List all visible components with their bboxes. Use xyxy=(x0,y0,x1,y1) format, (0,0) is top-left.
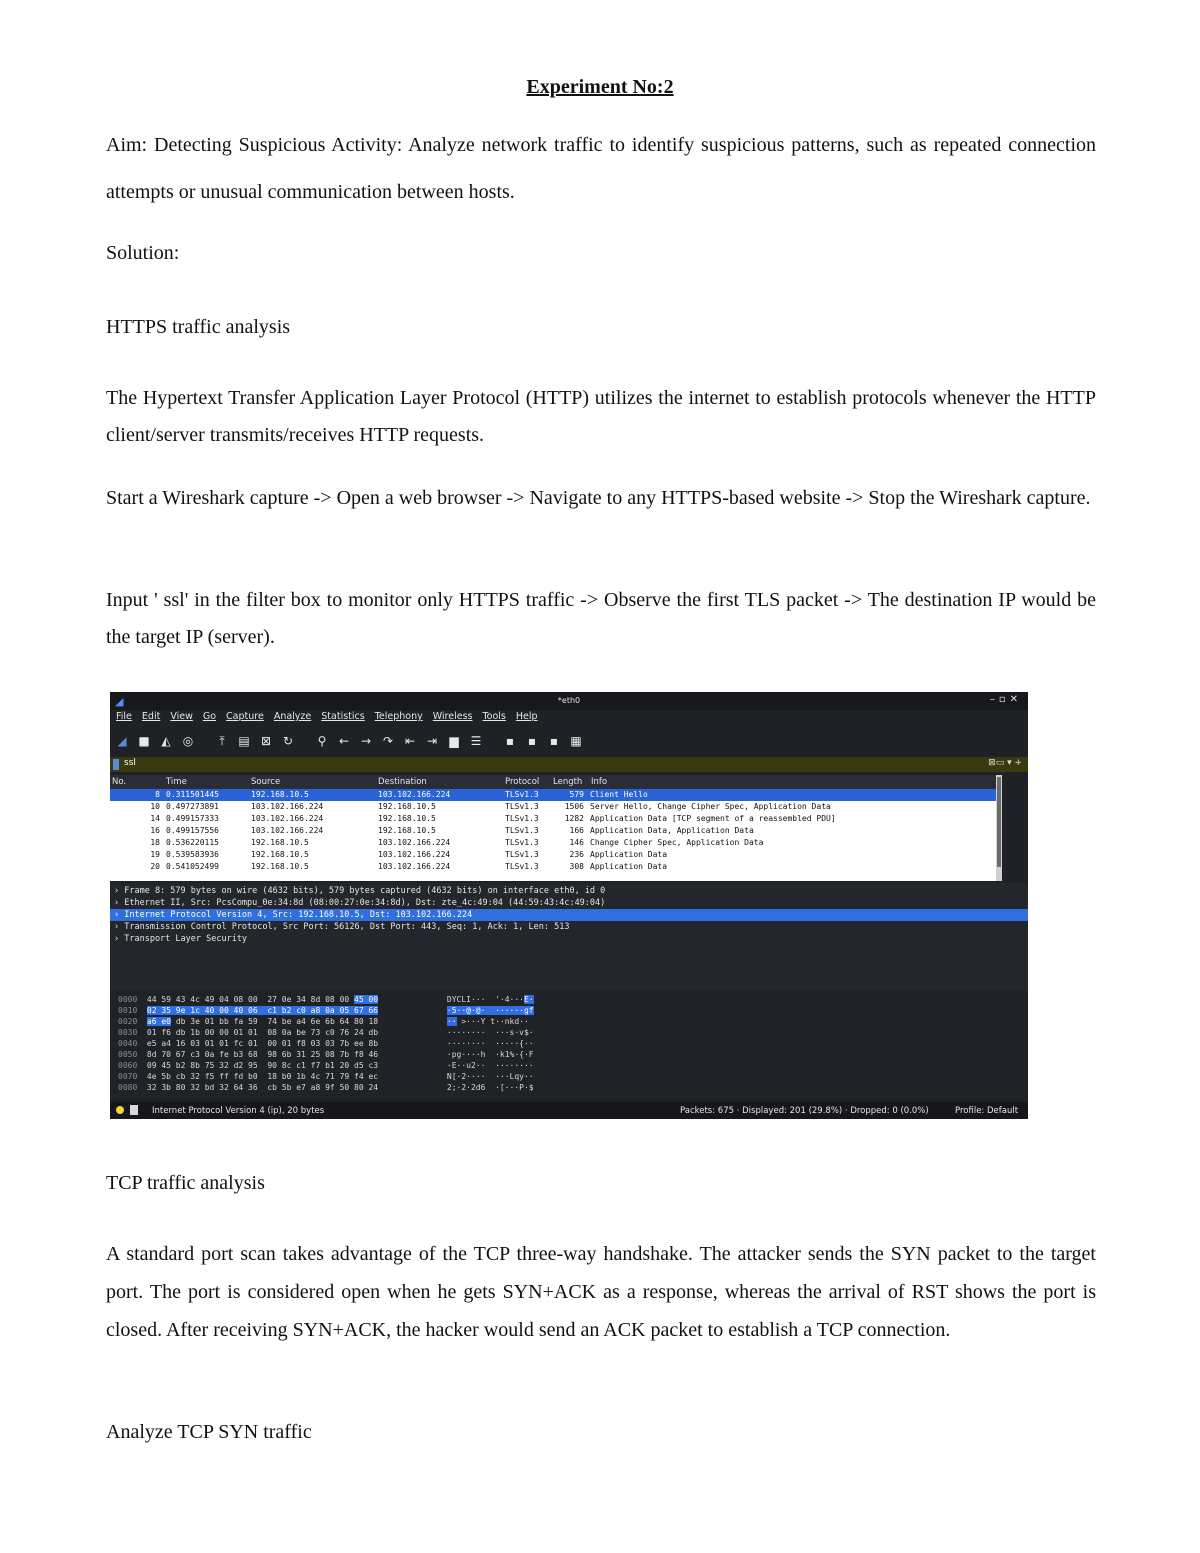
packet-row[interactable] xyxy=(110,837,996,849)
colorize-icon[interactable]: ☰ xyxy=(470,734,482,748)
hex-bytes: e5 a4 16 03 01 01 fc 01 00 01 f8 03 03 7b ee 8b xyxy=(146,1039,379,1048)
hex-offset: 0050 xyxy=(118,1050,138,1059)
hex-row[interactable] xyxy=(118,1060,534,1071)
menu-go[interactable]: Go xyxy=(202,711,217,722)
go-to-packet-icon[interactable]: ↷ xyxy=(382,734,394,748)
packet-destination: 192.168.10.5 xyxy=(378,814,436,823)
wireshark-logo-icon: ◢ xyxy=(115,695,124,708)
hex-bytes: 4e 5b cb 32 f5 ff fd b0 18 b0 1b 4c 71 79 f4 ec xyxy=(146,1072,379,1081)
save-file-icon[interactable]: ▤ xyxy=(238,734,250,748)
normal-size-icon[interactable]: ▪ xyxy=(549,734,559,748)
window-titlebar xyxy=(110,692,1028,710)
packet-length: 1506 xyxy=(564,802,584,811)
packet-protocol: TLSv1.3 xyxy=(505,826,539,835)
packet-no: 8 xyxy=(155,790,160,799)
packet-destination: 103.102.166.224 xyxy=(378,862,451,871)
packet-row[interactable] xyxy=(110,861,996,873)
main-toolbar xyxy=(114,731,584,751)
hex-row[interactable] xyxy=(118,1038,534,1049)
col-destination[interactable]: Destination xyxy=(378,777,427,787)
packet-row[interactable] xyxy=(110,789,996,801)
packet-no: 20 xyxy=(150,862,160,871)
aim-paragraph: Aim: Detecting Suspicious Activity: Analyze network traffic to identify suspicious patterns, such as repeated connection attempts or unusual communication between hosts. xyxy=(106,134,1096,203)
packet-time: 0.311501445 xyxy=(166,790,219,799)
zoom-in-icon[interactable]: ▪ xyxy=(505,734,515,748)
hex-ascii: ········ ···s·v$· xyxy=(446,1028,534,1037)
hex-offset: 0060 xyxy=(118,1061,138,1070)
hex-offset: 0080 xyxy=(118,1083,138,1092)
hex-offset: 0010 xyxy=(118,1006,138,1015)
col-time[interactable]: Time xyxy=(166,777,187,787)
hex-bytes-highlight: 45 00 xyxy=(354,995,379,1004)
hex-bytes: 09 45 b2 8b 75 32 d2 95 90 8c c1 f7 b1 20 d5 c3 xyxy=(146,1061,379,1070)
stop-capture-icon[interactable]: ■ xyxy=(138,734,150,748)
packet-destination: 103.102.166.224 xyxy=(378,838,451,847)
packet-length: 308 xyxy=(569,862,584,871)
hex-row[interactable] xyxy=(118,994,534,1005)
hex-row[interactable] xyxy=(118,1005,534,1016)
packet-time: 0.499157556 xyxy=(166,826,219,835)
hex-ascii-highlight: E· xyxy=(523,995,534,1004)
menu-capture[interactable]: Capture xyxy=(226,711,264,722)
hex-offset: 0000 xyxy=(118,995,138,1004)
hex-row[interactable] xyxy=(118,1082,534,1093)
menu-telephony[interactable]: Telephony xyxy=(374,711,423,722)
packet-row[interactable] xyxy=(110,801,996,813)
display-filter-input[interactable]: ssl xyxy=(124,758,136,768)
detail-frame[interactable]: › Frame 8: 579 bytes on wire (4632 bits), 579 bytes captured (4632 bits) on interface eth0, id 0 xyxy=(114,886,606,896)
resize-columns-icon[interactable]: ▦ xyxy=(570,734,582,748)
packet-info: Client Hello xyxy=(590,790,648,799)
packet-destination: 103.102.166.224 xyxy=(378,850,451,859)
bookmark-icon[interactable] xyxy=(113,759,119,770)
packet-details xyxy=(110,883,1028,991)
packet-time: 0.539583936 xyxy=(166,850,219,859)
menu-analyze[interactable]: Analyze xyxy=(273,711,312,722)
packet-info: Application Data [TCP segment of a reassembled PDU] xyxy=(590,814,836,823)
hex-offset: 0030 xyxy=(118,1028,138,1037)
packet-protocol: TLSv1.3 xyxy=(505,802,539,811)
hex-ascii-highlight: ·· xyxy=(446,1017,457,1026)
packet-no: 18 xyxy=(150,838,160,847)
solution-label: Solution: xyxy=(106,242,180,264)
packet-source: 103.102.166.224 xyxy=(251,802,324,811)
packet-protocol: TLSv1.3 xyxy=(505,814,539,823)
hex-offset: 0020 xyxy=(118,1017,138,1026)
hex-ascii-highlight: ·5··@·@· ······gf xyxy=(446,1006,534,1015)
menu-view[interactable]: View xyxy=(170,711,193,722)
packet-time: 0.497273891 xyxy=(166,802,219,811)
col-source[interactable]: Source xyxy=(251,777,281,787)
col-no[interactable]: No. xyxy=(112,777,127,787)
packet-protocol: TLSv1.3 xyxy=(505,838,539,847)
hex-ascii: 2;·2·2d6 ·[···P·$ xyxy=(446,1083,534,1092)
packet-length: 236 xyxy=(569,850,584,859)
packet-time: 0.541052499 xyxy=(166,862,219,871)
packet-destination: 192.168.10.5 xyxy=(378,802,436,811)
menu-bar xyxy=(116,711,538,727)
http-paragraph: The Hypertext Transfer Application Layer Protocol (HTTP) utilizes the internet to establish protocols whenever the HTTP client/server transmits/receives HTTP requests. xyxy=(106,387,1096,446)
packet-destination: 192.168.10.5 xyxy=(378,826,436,835)
packet-protocol: TLSv1.3 xyxy=(505,850,539,859)
packet-destination: 103.102.166.224 xyxy=(378,790,451,799)
packet-no: 16 xyxy=(150,826,160,835)
hex-row[interactable] xyxy=(118,1049,534,1060)
hex-ascii: ········ ·····{·· xyxy=(446,1039,534,1048)
hex-ascii: >···Y t··nkd·· xyxy=(456,1017,529,1026)
syn-heading: Analyze TCP SYN traffic xyxy=(106,1421,312,1443)
hex-ascii: N[·2···· ···Lqy·· xyxy=(446,1072,534,1081)
https-heading: HTTPS traffic analysis xyxy=(106,316,291,338)
restart-capture-icon[interactable]: ◭ xyxy=(161,734,171,748)
menu-tools[interactable]: Tools xyxy=(482,711,506,722)
packet-list-scrollbar[interactable] xyxy=(996,775,1002,881)
hex-bytes-highlight: 02 35 9e 1c 40 00 40 06 c1 b2 c0 a8 0a 05 67 66 xyxy=(146,1006,379,1015)
status-packets: Packets: 675 · Displayed: 201 (29.8%) · Dropped: 0 (0.0%) xyxy=(680,1106,929,1116)
display-filter-bar[interactable] xyxy=(110,757,1028,772)
start-capture-icon[interactable]: ◢ xyxy=(117,734,127,748)
hex-row[interactable] xyxy=(118,1071,534,1082)
last-packet-icon[interactable]: ⇥ xyxy=(426,734,438,748)
hex-bytes: 32 3b 80 32 bd 32 64 36 cb 5b e7 a8 9f 50 80 24 xyxy=(146,1083,379,1092)
packet-source: 103.102.166.224 xyxy=(251,814,324,823)
packet-source: 192.168.10.5 xyxy=(251,862,309,871)
tcp-heading: TCP traffic analysis xyxy=(106,1172,265,1194)
packet-length: 1282 xyxy=(564,814,584,823)
menu-edit[interactable]: Edit xyxy=(141,711,161,722)
hex-row[interactable] xyxy=(118,1016,529,1027)
packet-info: Application Data xyxy=(590,862,668,871)
packet-info: Application Data xyxy=(590,850,668,859)
packet-length: 146 xyxy=(569,838,584,847)
packet-time: 0.536220115 xyxy=(166,838,219,847)
hex-row[interactable] xyxy=(118,1027,534,1038)
go-back-icon[interactable]: ← xyxy=(338,734,350,748)
open-file-icon[interactable]: ⤒ xyxy=(219,734,225,748)
menu-help[interactable]: Help xyxy=(515,711,538,722)
close-file-icon[interactable]: ⊠ xyxy=(260,734,272,748)
hex-offset: 0070 xyxy=(118,1072,138,1081)
steps-paragraph: Start a Wireshark capture -> Open a web browser -> Navigate to any HTTPS-based website -> Stop the Wireshark capture. xyxy=(106,487,1091,509)
hex-bytes: db 3e 01 bb fa 59 74 be a4 6e 6b 64 80 18 xyxy=(171,1017,379,1026)
capture-options-icon[interactable]: ◎ xyxy=(182,734,194,748)
menu-statistics[interactable]: Statistics xyxy=(321,711,365,722)
status-bar xyxy=(110,1102,1028,1119)
packet-list-header xyxy=(110,775,996,789)
detail-tls[interactable]: › Transport Layer Security xyxy=(114,934,248,944)
packet-length: 166 xyxy=(569,826,584,835)
hex-ascii: ·E··u2·· ········ xyxy=(446,1061,534,1070)
filter-paragraph: Input ' ssl' in the filter box to monitor only HTTPS traffic -> Observe the first TLS packet -> The destination IP would be the target IP (server). xyxy=(106,589,1096,648)
window-title: *eth0 xyxy=(557,696,581,705)
filter-apply-icon[interactable]: ⊠▭ ▾ + xyxy=(988,758,1022,768)
menu-wireless[interactable]: Wireless xyxy=(432,711,473,722)
go-forward-icon[interactable]: → xyxy=(360,734,372,748)
packet-source: 192.168.10.5 xyxy=(251,850,309,859)
packet-no: 10 xyxy=(150,802,160,811)
detail-tcp[interactable]: › Transmission Control Protocol, Src Port: 56126, Dst Port: 443, Seq: 1, Ack: 1, Len: 513 xyxy=(114,922,570,932)
status-profile[interactable]: Profile: Default xyxy=(955,1106,1019,1116)
detail-ethernet[interactable]: › Ethernet II, Src: PcsCompu_0e:34:8d (08:00:27:0e:34:8d), Dst: zte_4c:49:04 (44:59:43:4c:49:04) xyxy=(114,898,606,908)
packet-row[interactable] xyxy=(110,849,996,861)
packet-source: 192.168.10.5 xyxy=(251,790,309,799)
packet-source: 192.168.10.5 xyxy=(251,838,309,847)
packet-info: Server Hello, Change Cipher Spec, Application Data xyxy=(590,802,831,811)
packet-protocol: TLSv1.3 xyxy=(505,790,539,799)
tcp-paragraph: A standard port scan takes advantage of the TCP three-way handshake. The attacker sends the SYN packet to the target port. The port is considered open when he gets SYN+ACK as a response, whereas the arrival of RST shows the port is closed. After receiving SYN+ACK, the hacker would send an ACK packet to establish a TCP connection. xyxy=(106,1243,1096,1341)
hex-bytes-highlight: a6 e0 xyxy=(146,1017,171,1026)
packet-protocol: TLSv1.3 xyxy=(505,862,539,871)
packet-list xyxy=(110,775,996,881)
packet-no: 19 xyxy=(150,850,160,859)
packet-source: 103.102.166.224 xyxy=(251,826,324,835)
col-info[interactable]: Info xyxy=(591,777,608,787)
packet-length: 579 xyxy=(569,790,584,799)
hex-bytes: 44 59 43 4c 49 04 08 00 27 0e 34 8d 08 00 xyxy=(146,995,355,1004)
capture-comment-icon[interactable] xyxy=(130,1105,138,1115)
first-packet-icon[interactable]: ⇤ xyxy=(404,734,416,748)
find-packet-icon[interactable]: ⚲ xyxy=(317,734,327,748)
packet-time: 0.499157333 xyxy=(166,814,219,823)
expert-info-icon[interactable] xyxy=(116,1106,124,1114)
col-length[interactable]: Length xyxy=(553,777,583,787)
wireshark-screenshot xyxy=(110,692,1028,1119)
packet-no: 14 xyxy=(150,814,160,823)
status-field-info: Internet Protocol Version 4 (ip), 20 bytes xyxy=(152,1106,325,1116)
hex-offset: 0040 xyxy=(118,1039,138,1048)
hex-bytes: 01 f6 db 1b 00 00 01 01 08 0a be 73 c0 76 24 db xyxy=(146,1028,379,1037)
window-controls[interactable]: –▫✕ xyxy=(989,694,1022,705)
packet-info: Change Cipher Spec, Application Data xyxy=(590,838,764,847)
zoom-out-icon[interactable]: ▪ xyxy=(527,734,537,748)
hex-ascii: DYCLI··· '·4··· xyxy=(446,995,524,1004)
experiment-title: Experiment No:2 xyxy=(526,76,674,98)
packet-info: Application Data, Application Data xyxy=(590,826,754,835)
packet-row[interactable] xyxy=(110,813,996,825)
packet-row[interactable] xyxy=(110,825,996,837)
reload-file-icon[interactable]: ↻ xyxy=(282,734,294,748)
col-protocol[interactable]: Protocol xyxy=(505,777,540,787)
detail-ipv4[interactable]: › Internet Protocol Version 4, Src: 192.168.10.5, Dst: 103.102.166.224 xyxy=(110,909,1028,921)
autoscroll-icon[interactable]: ▆ xyxy=(449,734,459,748)
hex-ascii: ·pg····h ·k1%·{·F xyxy=(446,1050,534,1059)
hex-bytes: 8d 70 67 c3 0a fe b3 68 98 6b 31 25 08 7b f8 46 xyxy=(146,1050,379,1059)
packet-bytes xyxy=(110,992,1028,1100)
menu-file[interactable]: File xyxy=(116,711,132,722)
